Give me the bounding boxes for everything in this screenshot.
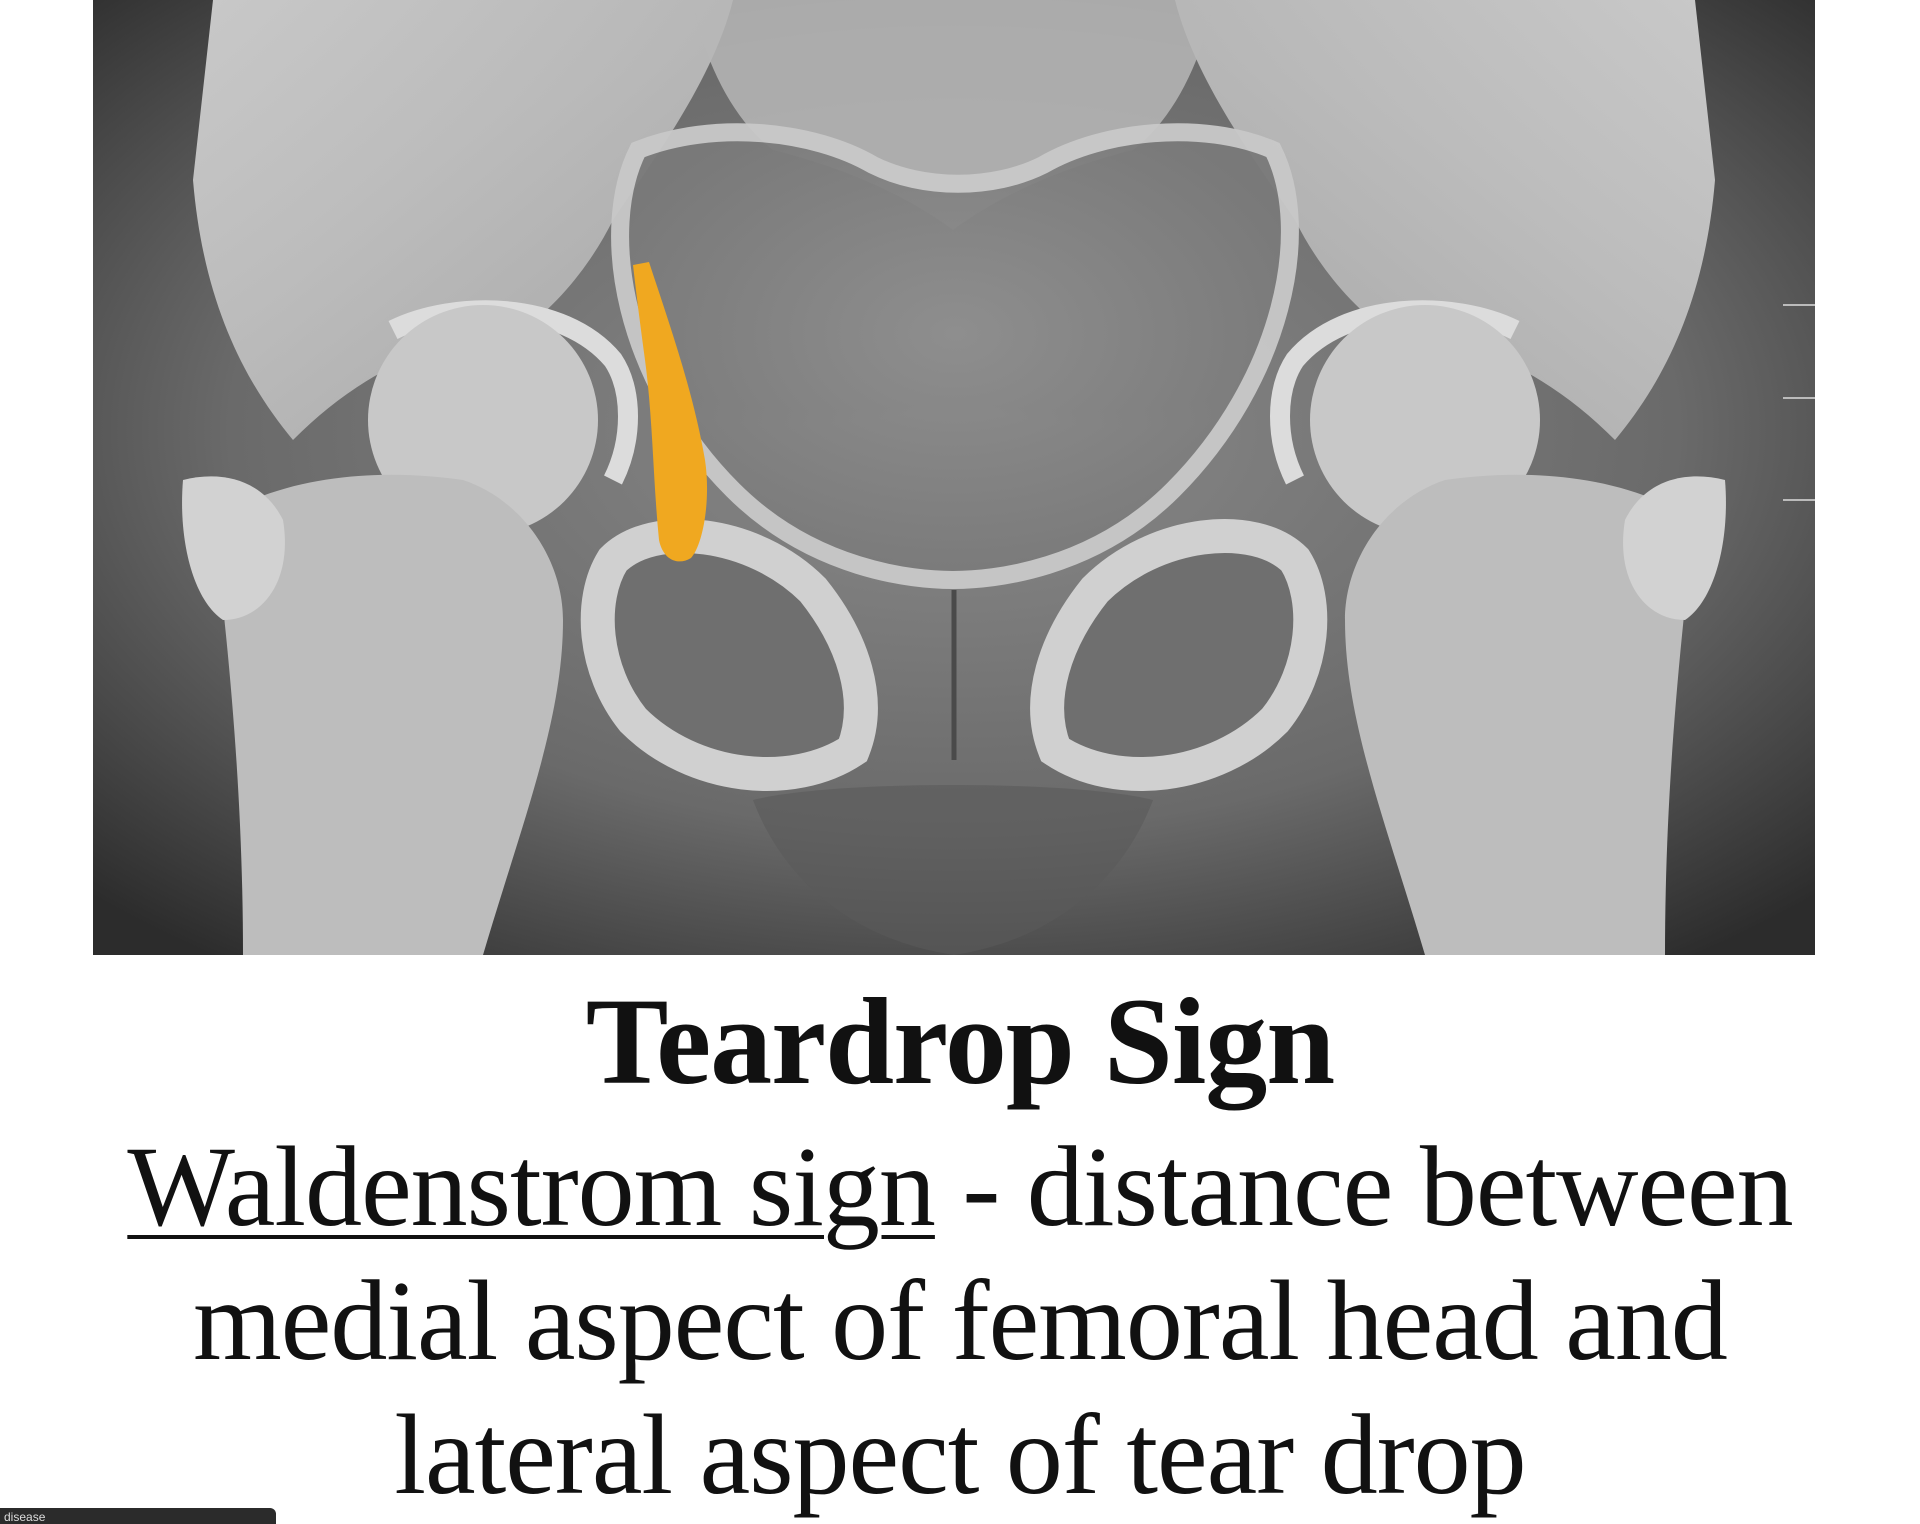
description-line-1-rest: - distance between <box>934 1123 1793 1250</box>
pelvis-xray-image <box>93 0 1815 955</box>
hover-tooltip <box>0 1508 276 1524</box>
waldenstrom-term: Waldenstrom sign <box>127 1123 935 1250</box>
tooltip-text: disease <box>4 1510 46 1524</box>
description-line-2: medial aspect of femoral head and <box>193 1257 1727 1384</box>
description-line-3: lateral aspect of tear drop <box>394 1391 1526 1518</box>
caption-title: Teardrop Sign <box>585 973 1335 1110</box>
description-line-1 <box>0 1120 1920 1254</box>
caption-description <box>0 1120 1920 1522</box>
